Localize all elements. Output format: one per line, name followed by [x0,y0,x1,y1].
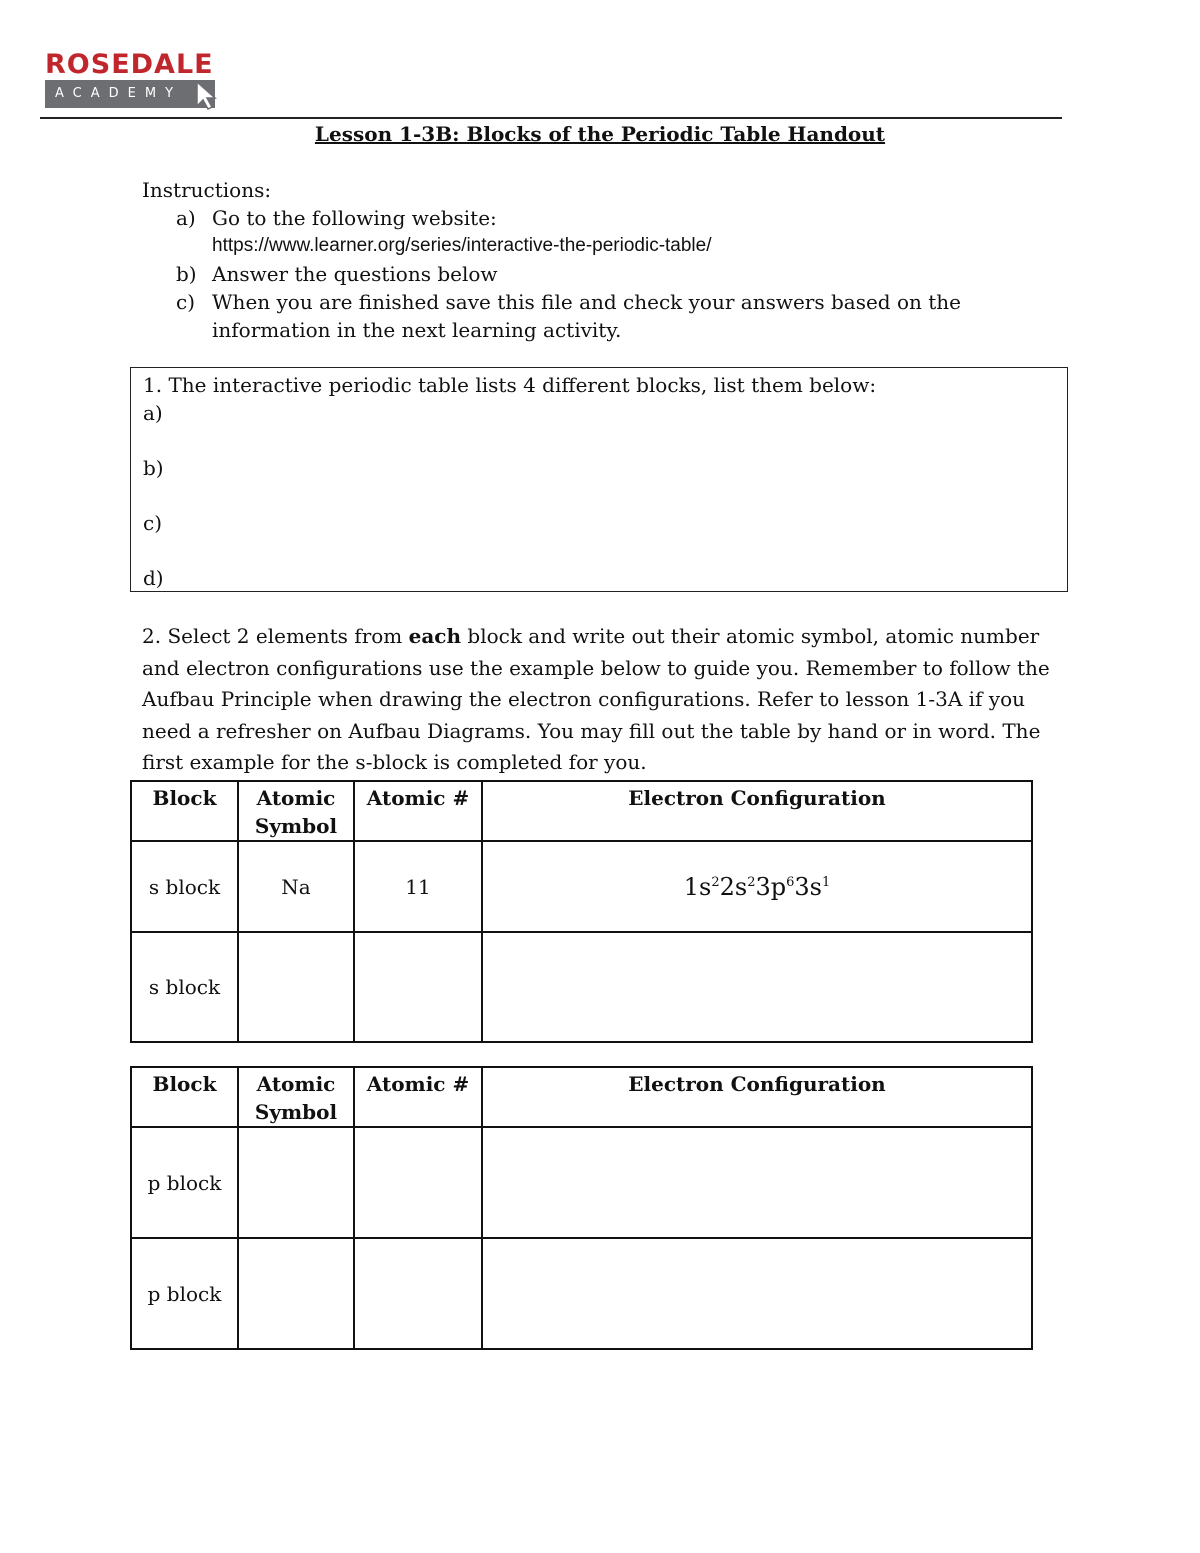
s-block-table [130,780,1033,1043]
question-2-text: 2. Select 2 elements from each block and write out their atomic symbol, atomic number and electron configurations use the example below to guide you. Remember to follow the Aufbau Principle when drawing the electron configurations. Refer to lesson 1-3A if you need a refresher on Aufbau Diagrams. You may fill out the table by hand or in word. The first example for the s-block is completed for you. [142,624,1050,774]
instruction-item: a) Go to the following website: [176,206,497,230]
header-block: Block [131,1067,238,1127]
instructions-heading: Instructions: [142,178,272,202]
answer-c[interactable]: c) [143,511,163,535]
answer-d[interactable]: d) [143,566,164,590]
header-atomic-symbol: Atomic Symbol [238,1067,354,1127]
answer-b[interactable]: b) [143,456,164,480]
header-electron-configuration: Electron Configuration [482,1067,1032,1127]
cell-block: p block [131,1238,238,1349]
table-header-row [131,1067,1032,1127]
cell-block: s block [131,841,238,932]
table-header-row [131,781,1032,841]
instruction-item-continued: information in the next learning activity. [212,318,622,342]
cell-block: p block [131,1127,238,1238]
cell-block: s block [131,932,238,1042]
logo-wordmark: ROSEDALE [45,49,214,80]
instruction-item: b) Answer the questions below [176,262,498,286]
rosedale-academy-logo [45,50,220,112]
cell-symbol[interactable] [238,932,354,1042]
header-block: Block [131,781,238,841]
header-atomic-number: Atomic # [354,1067,482,1127]
cell-symbol[interactable]: Na [238,841,354,932]
logo-subtitle: ACADEMY [55,86,183,101]
instruction-item: c) When you are finished save this file and check your answers based on the [176,290,961,314]
cursor-arrow-icon [193,80,219,110]
cell-symbol[interactable] [238,1238,354,1349]
cell-number[interactable]: 11 [354,841,482,932]
cell-config[interactable] [482,1238,1032,1349]
table-row [131,1127,1032,1238]
header-atomic-number: Atomic # [354,781,482,841]
table-row [131,932,1032,1042]
cell-config[interactable] [482,1127,1032,1238]
answer-a[interactable]: a) [143,401,163,425]
cell-number[interactable] [354,1238,482,1349]
cell-number[interactable] [354,1127,482,1238]
header-atomic-symbol: Atomic Symbol [238,781,354,841]
table-row [131,841,1032,932]
header-electron-configuration: Electron Configuration [482,781,1032,841]
website-link[interactable]: https://www.learner.org/series/interactive-the-periodic-table/ [212,235,712,256]
instructions-list [176,204,1036,344]
table-row [131,1238,1032,1349]
cell-config[interactable] [482,932,1032,1042]
question-1-box [130,367,1068,592]
question-1-text: 1. The interactive periodic table lists 4 different blocks, list them below: [143,373,877,397]
cell-number[interactable] [354,932,482,1042]
page-title: Lesson 1-3B: Blocks of the Periodic Table Handout [314,122,886,146]
cell-config[interactable]: $1s^22s^23p^63s^1$ [482,841,1032,932]
header-rule [40,117,1062,119]
p-block-table [130,1066,1033,1350]
cell-symbol[interactable] [238,1127,354,1238]
